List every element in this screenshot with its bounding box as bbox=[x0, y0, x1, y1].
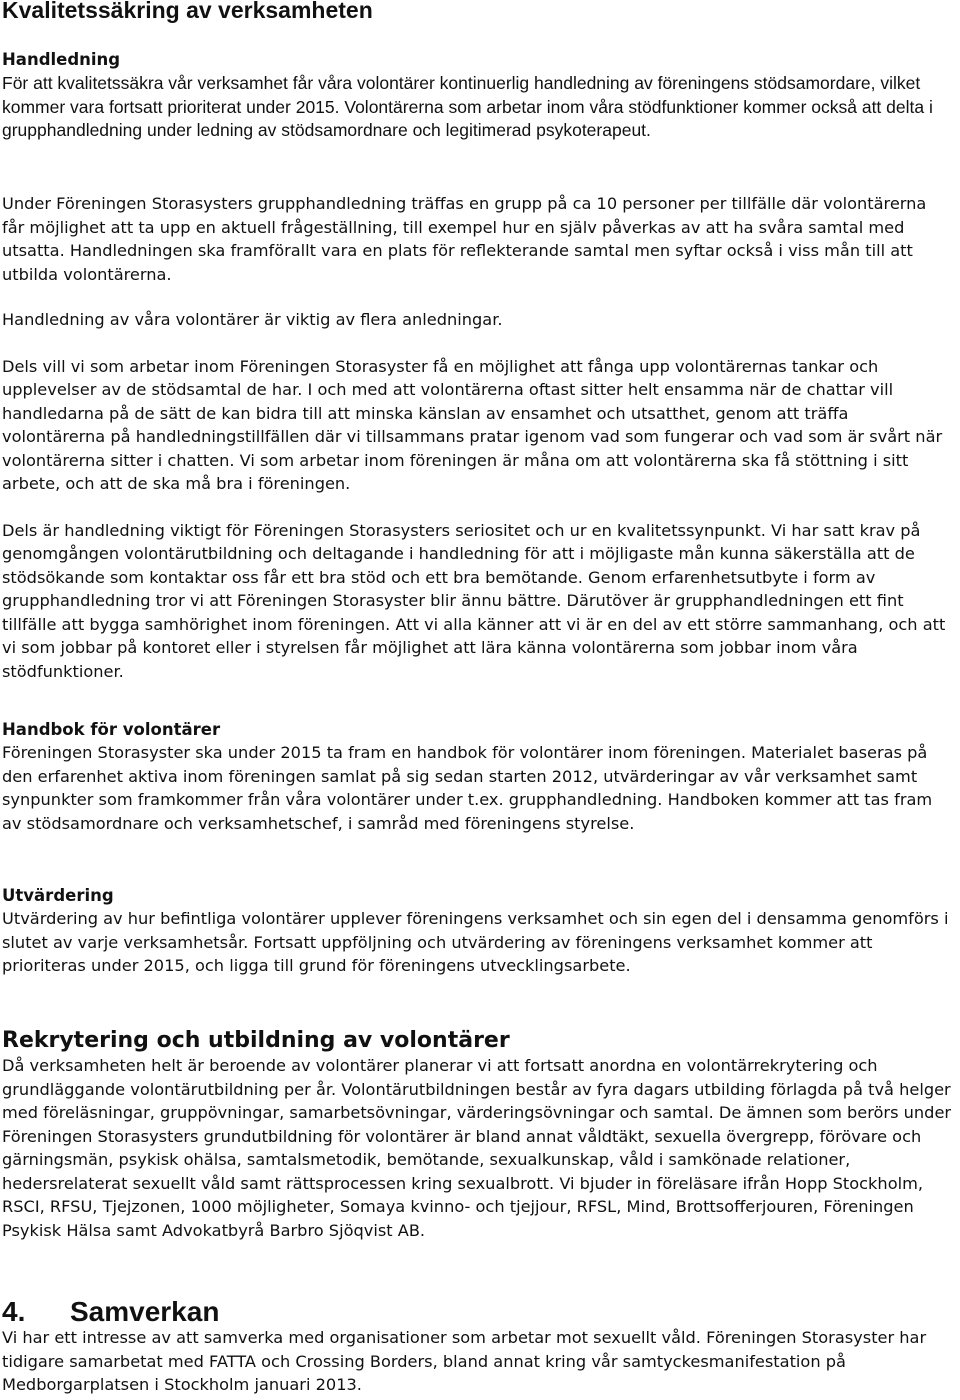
paragraph: Handledning av våra volontärer är viktig av flera anledningar. bbox=[2, 310, 503, 329]
section-samverkan bbox=[2, 1297, 952, 1397]
section-handledning-cont bbox=[2, 192, 952, 683]
paragraph: Dels vill vi som arbetar inom Föreningen Storasyster få en möjlighet att fånga upp volontärernas tankar och upplevelser av de stödsamtal de har. I och med att volontärerna oftast sitter helt ensamma när de chattar vill handledarna på de sätt de kan bidra till att minska känslan av ensamhet och utsatthet, genom att träffa volontärerna på handledningstillfällen där vi tillsammans pratar igenom vad som fungerar och vad som är svårt när volontärerna sitter i chatten. Vi som arbetar inom föreningen är måna om att volontärerna ska få stöttning i sitt arbete, och att de ska må bra i föreningen. bbox=[2, 356, 943, 493]
paragraph: Vi har ett intresse av att samverka med organisationer som arbetar mot sexuellt våld. Föreningen Storasyster har tidigare samarbetat med FATTA och Crossing Borders, bland annat kring vår samtyckesmanifestation på Medborgarplatsen i Stockholm januari 2013. bbox=[2, 1328, 927, 1394]
paragraph: Under Föreningen Storasysters grupphandledning träffas en grupp på ca 10 personer per tillfälle där volontärerna får möjlighet att ta upp en aktuell frågeställning, till exempel hur en själv påverkas av att ha svåra samtal med utsatta. Handledningen ska framförallt vara en plats för reflekterande samtal men syftar också i viss mån till att utbilda volontärerna. bbox=[2, 194, 927, 284]
section-number: 4. bbox=[2, 1296, 26, 1327]
section-handledning bbox=[2, 48, 952, 143]
paragraph: Föreningen Storasyster ska under 2015 ta fram en handbok för volontärer inom föreningen. Materialet baseras på den erfarenhet aktiva inom föreningen samlat på sig sedan starten 2012, utvärderingar av vår verksamhet samt synpunkter som framkommer från våra volontärer under t.ex. grupphandledning. Handboken kommer att tas fram av stödsamordnare och verksamhetschef, i samråd med föreningens styrelse. bbox=[2, 743, 933, 833]
section-heading-text: Samverkan bbox=[70, 1296, 220, 1327]
section-utvardering bbox=[2, 884, 952, 978]
section-handbok bbox=[2, 718, 952, 835]
paragraph: Dels är handledning viktigt för Föreningen Storasysters seriositet och ur en kvalitetssynpunkt. Vi har satt krav på genomgången volontärutbildning och deltagande i handledning för att i möjligaste mån kunna säkerställa att de stödsökande som kontaktar oss får ett bra stöd och ett bra bemötande. Genom erfarenhetsutbyte i form av grupphandledning tror vi att Föreningen Storasyster blir ännu bättre. Därutöver är grupphandledningen ett fint tillfälle att bygga samhörighet inom föreningen. Att vi alla känner att vi är en del av ett större sammanhang, och att vi som jobbar på kontoret eller i styrelsen får möjlighet att lära känna volontärerna som jobbar inom våra stödfunktioner. bbox=[2, 520, 946, 681]
paragraph: Utvärdering av hur befintliga volontärer upplever föreningens verksamhet och sin egen del i densamma genomförs i slutet av varje verksamhetsår. Fortsatt uppföljning och utvärdering av föreningens verksamhet kommer att prioriteras under 2015, och ligga till grund för föreningens utvecklingsarbete. bbox=[2, 909, 949, 975]
paragraph: För att kvalitetssäkra vår verksamhet får våra volontärer kontinuerlig handledning av föreningens stödsamordare, vilket kommer vara fortsatt prioriterat under 2015. Volontärerna som arbetar inom våra stödfunktioner kommer också att delta i grupphandledning under ledning av stödsamordnare och legitimerad psykoterapeut. bbox=[2, 73, 933, 140]
section-heading: Rekrytering och utbildning av volontärer bbox=[2, 1028, 510, 1053]
section-heading bbox=[2, 1297, 952, 1327]
section-heading: Utvärdering bbox=[2, 886, 114, 905]
section-rekrytering bbox=[2, 1028, 952, 1242]
paragraph: Då verksamheten helt är beroende av volontärer planerar vi att fortsatt anordna en volontärrekrytering och grundläggande volontärutbildning per år. Volontärutbildningen består av fyra dagars utbilding förlagda på två helger med föreläsningar, gruppövningar, samarbetsövningar, värderingsövningar och samtal. De ämnen som berörs under Föreningen Storasysters grundutbildning för volontärer är bland annat våldtäkt, sexuella övergrepp, förövare och gärningsmän, psykisk ohälsa, samtalsmetodik, bemötande, sexualkunskap, våld i samkönade relationer, hedersrelaterat sexuellt våld samt rättsprocessen kring sexualbrott. Vi bjuder in föreläsare ifrån Hopp Stockholm, RSCI, RFSU, Tjejzonen, 1000 möjligheter, Somaya kvinno- och tjejjour, RFSL, Mind, Brottsofferjouren, Föreningen Psykisk Hälsa samt Advokatbyrå Barbro Sjöqvist AB. bbox=[2, 1056, 952, 1240]
page-title: Kvalitetssäkring av verksamheten bbox=[2, 0, 373, 23]
section-heading: Handledning bbox=[2, 50, 121, 69]
section-heading: Handbok för volontärer bbox=[2, 720, 221, 739]
